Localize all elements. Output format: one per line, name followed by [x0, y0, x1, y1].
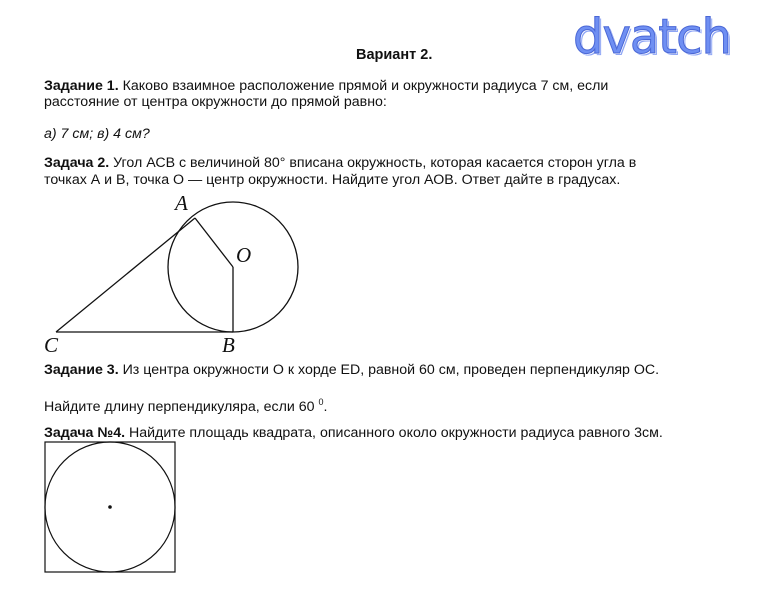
task1-line2: расстояние от центра окружности до прямой равно:	[44, 94, 387, 110]
task3-text: Из центра окружности О к хорде ED, равной 60 см, проведен перпендикуляр ОС.	[118, 362, 660, 378]
point-a-label: A	[175, 191, 188, 215]
task4-label: Задача №4.	[44, 425, 126, 441]
variant-title: Вариант 2.	[356, 47, 433, 63]
task4-text: Найдите площадь квадрата, описанного около окружности радиуса равного 3см.	[125, 425, 663, 441]
point-c-label: C	[44, 333, 59, 357]
task3-period: .	[323, 399, 328, 415]
task1-label: Задание 1.	[44, 78, 119, 94]
degree-mark: 0	[318, 397, 324, 407]
point-o-label: O	[236, 243, 252, 267]
task2-label: Задача 2.	[44, 155, 110, 171]
watermark-text: dvatch	[573, 9, 731, 65]
point-b-label: B	[222, 333, 235, 357]
task2-text: Угол АСВ с величиной 80° вписана окружность, которая касается сторон угла в	[109, 155, 637, 171]
task1-options: а) 7 см; в) 4 см?	[44, 126, 150, 142]
circle-center-dot	[108, 505, 112, 509]
task3-text-2: Найдите длину перпендикуляра, если 60	[44, 399, 319, 415]
task2-line2: точках А и В, точка О — центр окружности. Найдите угол АОВ. Ответ дайте в градусах.	[44, 172, 621, 188]
task1-text: Каково взаимное расположение прямой и окружности радиуса 7 см, если	[118, 78, 609, 94]
task3-label: Задание 3.	[44, 362, 119, 378]
